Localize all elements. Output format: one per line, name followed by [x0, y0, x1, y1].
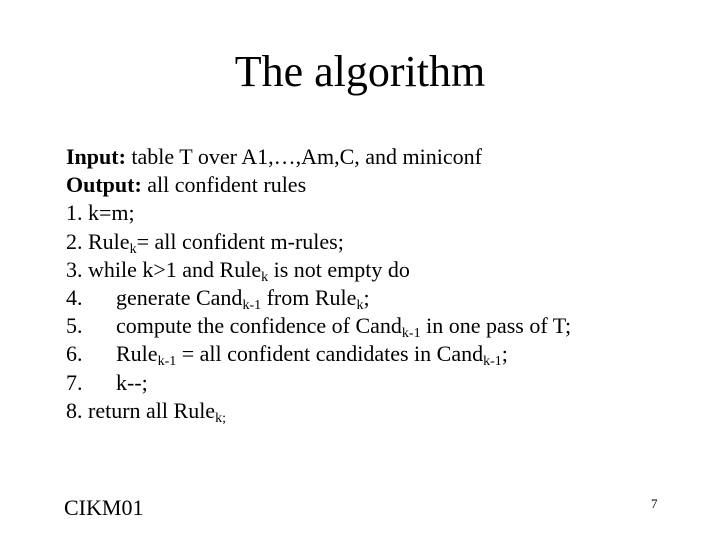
step-8	[66, 397, 686, 425]
step-2	[66, 228, 686, 256]
step-text: Rule	[88, 228, 130, 254]
step-text: Rule	[116, 341, 158, 367]
step-6	[66, 340, 686, 368]
step-number: 2.	[66, 228, 83, 254]
algorithm-body	[66, 143, 686, 425]
slide-footer: CIKM01	[64, 495, 144, 520]
step-number: 1.	[66, 200, 83, 226]
step-subscript: k	[356, 297, 364, 313]
step-text: = all confident candidates in Cand	[176, 341, 484, 367]
step-text: compute the confidence of Cand	[116, 313, 402, 339]
input-line	[66, 143, 686, 171]
step-text: = all confident m-rules;	[136, 228, 344, 254]
output-text: all confident rules	[141, 172, 307, 198]
step-subscript: k	[129, 241, 137, 257]
step-text: is not empty do	[268, 256, 410, 282]
step-number: 8.	[66, 397, 83, 423]
step-5	[66, 312, 686, 340]
step-subscript: k-1	[242, 297, 262, 313]
step-text: ;	[501, 341, 508, 367]
page-number: 7	[651, 496, 658, 511]
output-label: Output:	[66, 172, 142, 198]
step-text: ;	[363, 284, 370, 310]
step-number: 7.	[66, 369, 83, 395]
step-subscript: k-1	[483, 354, 502, 370]
step-subscript: k	[261, 269, 269, 285]
step-text: generate Cand	[116, 284, 243, 310]
step-subscript: k;	[215, 410, 226, 426]
step-number: 3.	[66, 256, 83, 282]
step-number: 4.	[66, 284, 83, 310]
step-text: while k>1 and Rule	[88, 256, 262, 282]
step-3	[66, 256, 686, 284]
step-subscript: k-1	[157, 354, 177, 370]
step-7	[66, 369, 686, 397]
step-text: return all Rule	[88, 397, 216, 423]
output-line	[66, 171, 686, 199]
slide-title: The algorithm	[234, 47, 486, 96]
step-1	[66, 199, 686, 227]
step-text: k--;	[116, 369, 148, 395]
step-text: from Rule	[261, 284, 357, 310]
step-4	[66, 284, 686, 312]
step-text: k=m;	[88, 200, 135, 226]
step-text: in one pass of T;	[420, 313, 572, 339]
input-label: Input:	[66, 144, 126, 169]
step-number: 5.	[66, 313, 83, 339]
step-subscript: k-1	[401, 326, 421, 342]
input-text: table T over A1,…,Am,C, and miniconf	[125, 144, 482, 169]
step-number: 6.	[66, 341, 83, 367]
